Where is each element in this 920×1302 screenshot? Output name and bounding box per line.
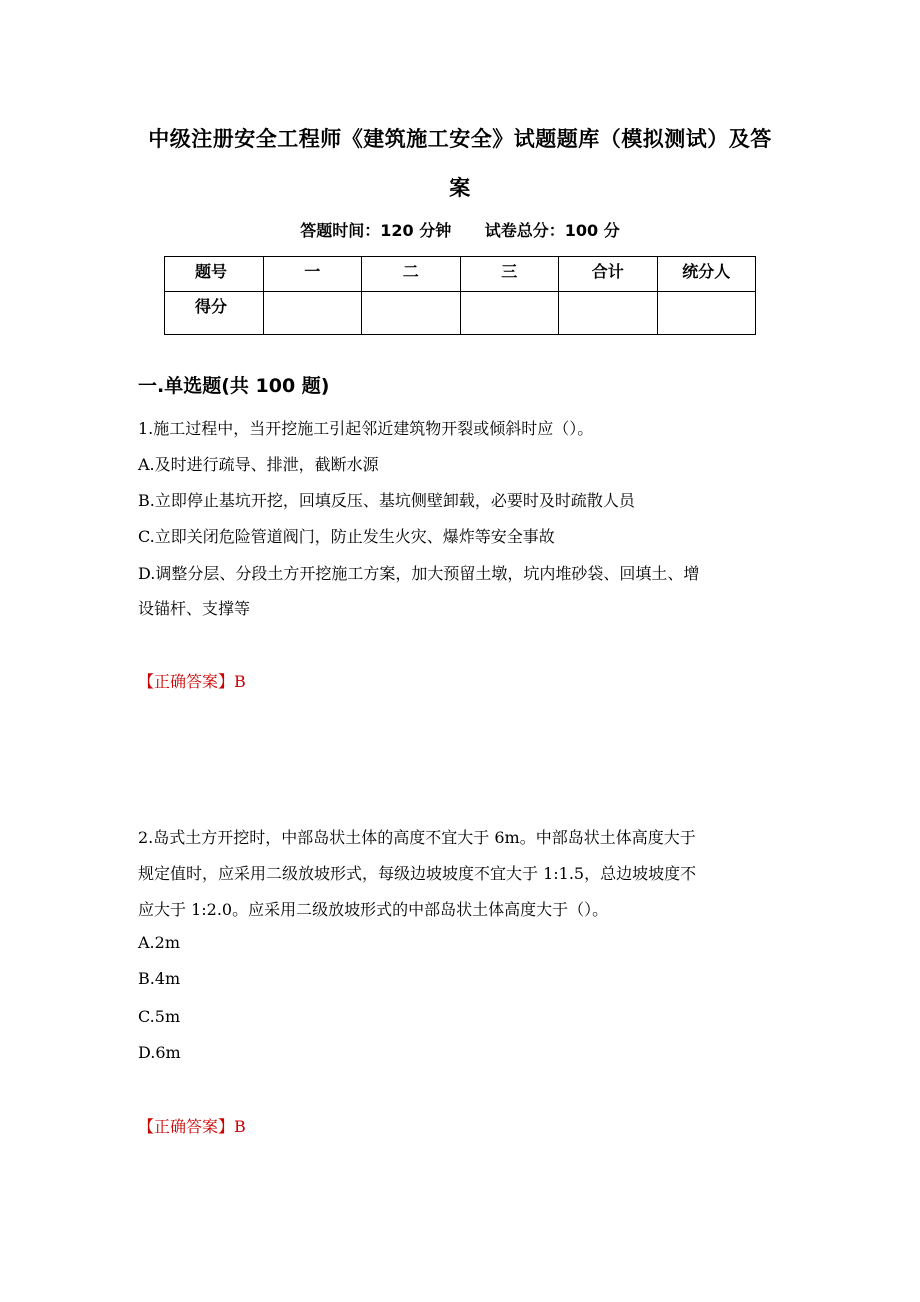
question-2-option-a: A.2m	[138, 933, 180, 952]
question-1-option-b: B.立即停止基坑开挖，回填反压、基坑侧壁卸载，必要时及时疏散人员	[138, 491, 635, 510]
score-cell	[362, 292, 461, 335]
question-2-stem-cont: 应大于 1:2.0。应采用二级放坡形式的中部岛状土体高度大于（）。	[138, 900, 609, 919]
exam-time: 答题时间：120 分钟	[300, 221, 452, 240]
question-2-option-b: B.4m	[138, 969, 181, 988]
score-table-header: 题号	[165, 257, 264, 292]
score-table-score-row	[165, 292, 756, 335]
question-2-option-d: D.6m	[138, 1043, 181, 1062]
question-1-option-d: D.调整分层、分段土方开挖施工方案，加大预留土墩，坑内堆砂袋、回填土、增	[138, 564, 700, 583]
question-1-option-a: A.及时进行疏导、排泄，截断水源	[138, 455, 379, 474]
document-title-line-2: 案	[449, 176, 471, 200]
question-1-option-d-cont: 设锚杆、支撑等	[138, 599, 251, 618]
section-heading: 一.单选题(共 100 题)	[138, 375, 330, 397]
score-table-header-row	[165, 257, 756, 292]
question-1-stem: 1.施工过程中，当开挖施工引起邻近建筑物开裂或倾斜时应（）。	[138, 419, 594, 438]
exam-total-score: 试卷总分：100 分	[484, 221, 620, 240]
score-cell	[460, 292, 559, 335]
score-table-header: 一	[263, 257, 362, 292]
exam-meta	[0, 218, 920, 241]
document-title-line-1: 中级注册安全工程师《建筑施工安全》试题题库（模拟测试）及答	[148, 127, 772, 151]
score-table	[164, 256, 756, 335]
score-row-label: 得分	[165, 292, 264, 335]
answer-value: B	[234, 1117, 246, 1136]
question-1-answer	[138, 669, 246, 692]
question-2-answer	[138, 1114, 246, 1137]
question-1-option-c: C.立即关闭危险管道阀门，防止发生火灾、爆炸等安全事故	[138, 527, 555, 546]
score-table-header: 合计	[559, 257, 658, 292]
score-cell	[657, 292, 756, 335]
score-cell	[559, 292, 658, 335]
score-table-header: 统分人	[657, 257, 756, 292]
question-2-stem: 2.岛式土方开挖时，中部岛状土体的高度不宜大于 6m。中部岛状土体高度大于	[138, 828, 696, 847]
score-cell	[263, 292, 362, 335]
answer-label: 【正确答案】	[138, 1117, 235, 1136]
question-2-stem-cont: 规定值时，应采用二级放坡形式，每级边坡坡度不宜大于 1:1.5，总边坡坡度不	[138, 864, 697, 883]
answer-value: B	[234, 672, 246, 691]
score-table-header: 二	[362, 257, 461, 292]
question-2-option-c: C.5m	[138, 1007, 181, 1026]
answer-label: 【正确答案】	[138, 672, 235, 691]
score-table-header: 三	[460, 257, 559, 292]
